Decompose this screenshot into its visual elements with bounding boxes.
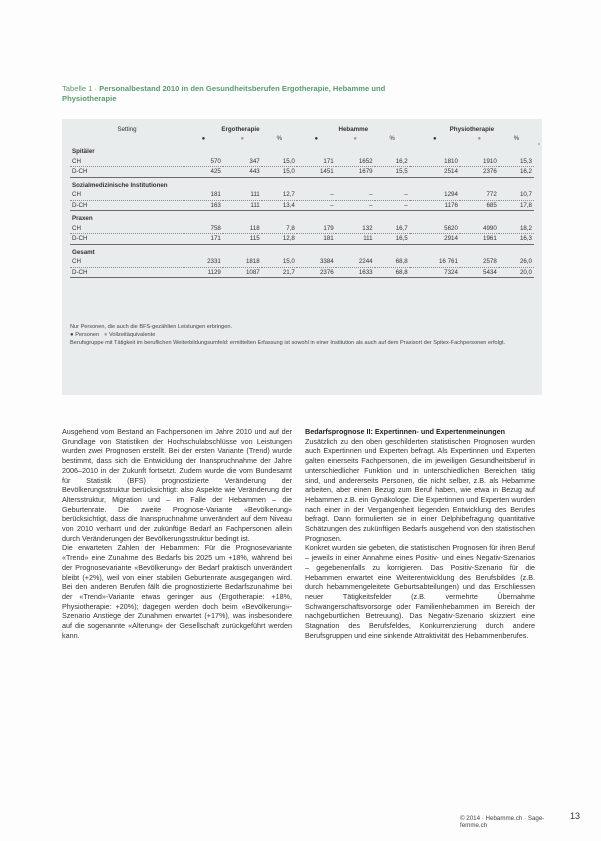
table-row	[70, 190, 534, 200]
cell: 16 761	[410, 257, 460, 267]
cell: 17,8	[499, 200, 534, 211]
table-note-1: Nur Personen, die auch die BFS-gezählten Leistungen erbringen.	[70, 324, 233, 330]
sub-col: ●	[201, 136, 206, 143]
cell: 1129	[184, 267, 223, 278]
col-setting: Setting	[117, 126, 137, 134]
table-note-2: Berufsgruppe mit Tätigkeit im beruflichen Weiterbildungsumfeld: ermittelten Erfassung ist sowohl in einer Institution als auch auf dem Praxisort der Spitex-Fachpersonen erfolgt.	[70, 340, 506, 347]
cell: 1176	[410, 200, 460, 211]
legend-personen: Personen	[75, 332, 100, 339]
cell: 20,0	[499, 267, 534, 278]
sub-col: %	[276, 136, 282, 143]
table-notes	[70, 323, 534, 348]
cell: 111	[336, 234, 375, 245]
cell: 16,2	[375, 157, 410, 167]
row-label: D-CH	[70, 234, 184, 245]
cell: 163	[184, 200, 223, 211]
right-column	[305, 427, 535, 640]
cell: 181	[184, 190, 223, 200]
cell: 5620	[410, 224, 460, 234]
col-ergotherapie: Ergotherapie	[221, 126, 260, 134]
cell: 26,0	[499, 257, 534, 267]
table-legend	[70, 331, 534, 339]
cell: 4990	[460, 224, 499, 234]
col-physiotherapie: Physiotherapie	[449, 126, 495, 134]
row-label: D-CH	[70, 200, 184, 211]
group-gesamt: Gesamt	[72, 248, 95, 256]
cell: 1652	[336, 157, 375, 167]
cell: 15,0	[262, 257, 297, 267]
sub-col: ●	[240, 136, 245, 143]
cell: –	[297, 190, 336, 200]
sub-col: ●	[314, 136, 319, 143]
cell: –	[297, 200, 336, 211]
sub-col: ●	[353, 136, 357, 143]
table-row	[70, 167, 534, 178]
section-heading: Bedarfsprognose II: Expertinnen- und Expertenmeinungen	[305, 427, 506, 436]
sub-col: %	[513, 136, 520, 143]
cell: 2331	[184, 257, 223, 267]
cell: 12,7	[262, 190, 297, 200]
cell: 2376	[297, 267, 336, 278]
cell: 13,4	[262, 200, 297, 211]
group-spitaeler: Spitäler	[72, 148, 95, 156]
caption-title: Personalbestand 2010 in den Gesundheitsberufen Ergotherapie, Hebamme und Physiotherapie	[62, 84, 386, 103]
table-row	[70, 157, 534, 167]
row-label: CH	[70, 224, 184, 234]
row-label: D-CH	[70, 267, 184, 278]
table-row	[70, 224, 534, 234]
cell: 16,3	[499, 234, 534, 245]
cell: 443	[223, 167, 262, 178]
row-label: CH	[70, 257, 184, 267]
cell: 1679	[336, 167, 375, 178]
cell: 16,2	[499, 167, 534, 178]
cell: 1451	[297, 167, 336, 178]
cell: 7324	[410, 267, 460, 278]
cell: –	[375, 190, 410, 200]
cell: 111	[223, 190, 262, 200]
cell: 179	[297, 224, 336, 234]
cell: 118	[223, 224, 262, 234]
cell: 7,8	[262, 224, 297, 234]
cell: 425	[184, 167, 223, 178]
cell: 68,8	[375, 257, 410, 267]
cell: 68,8	[375, 267, 410, 278]
left-column	[62, 427, 292, 640]
legend-vza: Vollzeitäquivalente	[109, 332, 156, 339]
cell: 171	[184, 234, 223, 245]
sub-col: ●	[477, 136, 482, 143]
cell: 3384	[297, 257, 336, 267]
group-sozialmedizinisch: Sozialmedizinische Institutionen	[72, 181, 168, 189]
table-row	[70, 267, 534, 278]
sub-col: ●	[433, 136, 437, 143]
group-praxen: Praxen	[72, 215, 93, 223]
cell: 21,7	[262, 267, 297, 278]
cell: 15,3	[499, 157, 534, 167]
cell: 15,0	[262, 157, 297, 167]
bullet-icon: ●	[70, 332, 74, 339]
cell: 15,0	[262, 167, 297, 178]
cell: 758	[184, 224, 223, 234]
cell: 2514	[410, 167, 460, 178]
cell: 2376	[460, 167, 499, 178]
paragraph: Konkret wurden sie gebeten, die statistischen Prognosen für ihren Beruf – jeweils in einer Annahme eines Positiv- und eines Negativ-Szenarios – gegebenenfalls zu korrigieren. Das Positiv-Szenario für die Hebammen erwartet eine Weiterentwicklung des Berufsbildes (z.B. durch hebammengeleitete Geburtsabteilungen) und das Erschliessen neuer Tätigkeitsfelder (z.B. vermehrte Übernahme Schwangerschaftsvorsorge oder Familienhebammen im Bereich der nachgeburtlichen Betreuung). Das Negativ-Szenario skizziert eine Stagnation des Berufsfeldes, Konkurrenzierung durch andere Berufsgruppen und eine sinkende Attraktivität des Hebammenberufes.	[305, 543, 535, 640]
cell: 1294	[410, 190, 460, 200]
cell: –	[336, 190, 375, 200]
cell: 1810	[410, 157, 460, 167]
cell: 347	[223, 157, 262, 167]
cell: 10,7	[499, 190, 534, 200]
sub-col: %	[389, 136, 395, 143]
cell: 181	[297, 234, 336, 245]
cell: 1818	[223, 257, 262, 267]
page-number: 13	[570, 811, 581, 821]
paragraph: Zusätzlich zu den oben geschilderten statistischen Prognosen wurden auch Expertinnen und Experten befragt. Als Expertinnen und Experten galten einerseits Fachpersonen, die im jeweiligen Gesundheitsberuf in unterschiedlicher Funktion und in unterschiedlichen Bereichen tätig sind, und andererseits Personen, die nicht selber, z.B. als Hebamme arbeiten, aber einen Bezug zum Beruf haben, wie etwa in Bezug auf Hebammen z.B. ein Gynäkologe. Die Expertinnen und Experten wurden nach einer in der Vergangenheit liegenden Entwicklung des Berufes befragt. Dann formulierten sie in einer Delphibefragung quantitative Schätzungen des zukünftigen Bedarfs ausgehend von den statistischen Prognosen.	[305, 436, 535, 543]
cell: 15,5	[375, 167, 410, 178]
cell: 570	[184, 157, 223, 167]
cell: 16,7	[375, 224, 410, 234]
table-row	[70, 200, 534, 211]
cell: 2578	[460, 257, 499, 267]
table-row	[70, 257, 534, 267]
cell: 685	[460, 200, 499, 211]
cell: 2244	[336, 257, 375, 267]
footer-text: © 2014 · Hebamme.ch · Sage-femme.ch	[460, 815, 545, 829]
row-label: CH	[70, 190, 184, 200]
cell: 18,2	[499, 224, 534, 234]
cell: 12,8	[262, 234, 297, 245]
row-label: CH	[70, 157, 184, 167]
cell: 1633	[336, 267, 375, 278]
cell: 1087	[223, 267, 262, 278]
cell: –	[375, 200, 410, 211]
paragraph: Ausgehend vom Bestand an Fachpersonen im Jahre 2010 und auf der Grundlage von Statistiken der Hochschulabschlüsse von Leistungen wurden zwei Prognosen erstellt. Bei der ersten Variante (Trend) wurde bestimmt, dass sich die Entwicklung der Inanspruchnahme der Jahre 2006–2010 in der Zukunft fortsetzt. Zudem wurde die vom Bundesamt für Statistik (BFS) prognostizierte Veränderung der Bevölkerungsstruktur berücksichtigt: also Aspekte wie Veränderung der Altersstruktur, Migration und – im Falle der Hebammen – die Geburtenrate. Die zweite Prognose-Variante «Bevölkerung» berücksichtigt, dass die Inanspruchnahme unverändert auf dem Niveau von 2010 verharrt und der zukünftige Bedarf an Fachpersonen allein durch Veränderungen der Bevölkerungsstruktur bedingt ist.	[62, 427, 292, 543]
table-caption: Tabelle 1 · Personalbestand 2010 in den Gesundheitsberufen Ergotherapie, Hebamme und Physiotherapie	[62, 84, 386, 103]
scan-dot	[538, 143, 540, 145]
cell: 5434	[460, 267, 499, 278]
table-row	[70, 234, 534, 245]
cell: 1910	[460, 157, 499, 167]
cell: 115	[223, 234, 262, 245]
cell: –	[336, 200, 375, 211]
caption-prefix: Tabelle 1	[62, 84, 93, 93]
cell: 2914	[410, 234, 460, 245]
cell: 171	[297, 157, 336, 167]
cell: 772	[460, 190, 499, 200]
bullet-icon: ●	[103, 332, 108, 339]
cell: 111	[223, 200, 262, 211]
paragraph: Die erwarteten Zahlen der Hebammen: Für die Prognosevariante «Trend» eine Zunahme des Bedarfs bis 2025 um +18%, während bei der Prognosevariante «Bevölkerung» der Bedarf praktisch unverändert bleibt (+2%), weil von einer stabilen Geburtenrate ausgegangen wird. Bei den anderen Berufen fällt die prognostizierte Bedarfszunahme bei der «Trend»-Variante etwas geringer aus (Ergotherapie: +18%, Physiotherapie: +20%); dagegen werden doch beim «Bevölkerung»-Szenario Anstiege der Zunahmen erwartet (+17%), was insbesondere auf die sogenannte «Alterung» der Gesellschaft zurückgeführt werden kann.	[62, 543, 292, 640]
cell: 1961	[460, 234, 499, 245]
cell: 132	[336, 224, 375, 234]
row-label: D-CH	[70, 167, 184, 178]
col-hebamme: Hebamme	[338, 126, 369, 134]
personnel-table	[70, 125, 534, 278]
table-box	[62, 119, 542, 395]
cell: 16,5	[375, 234, 410, 245]
